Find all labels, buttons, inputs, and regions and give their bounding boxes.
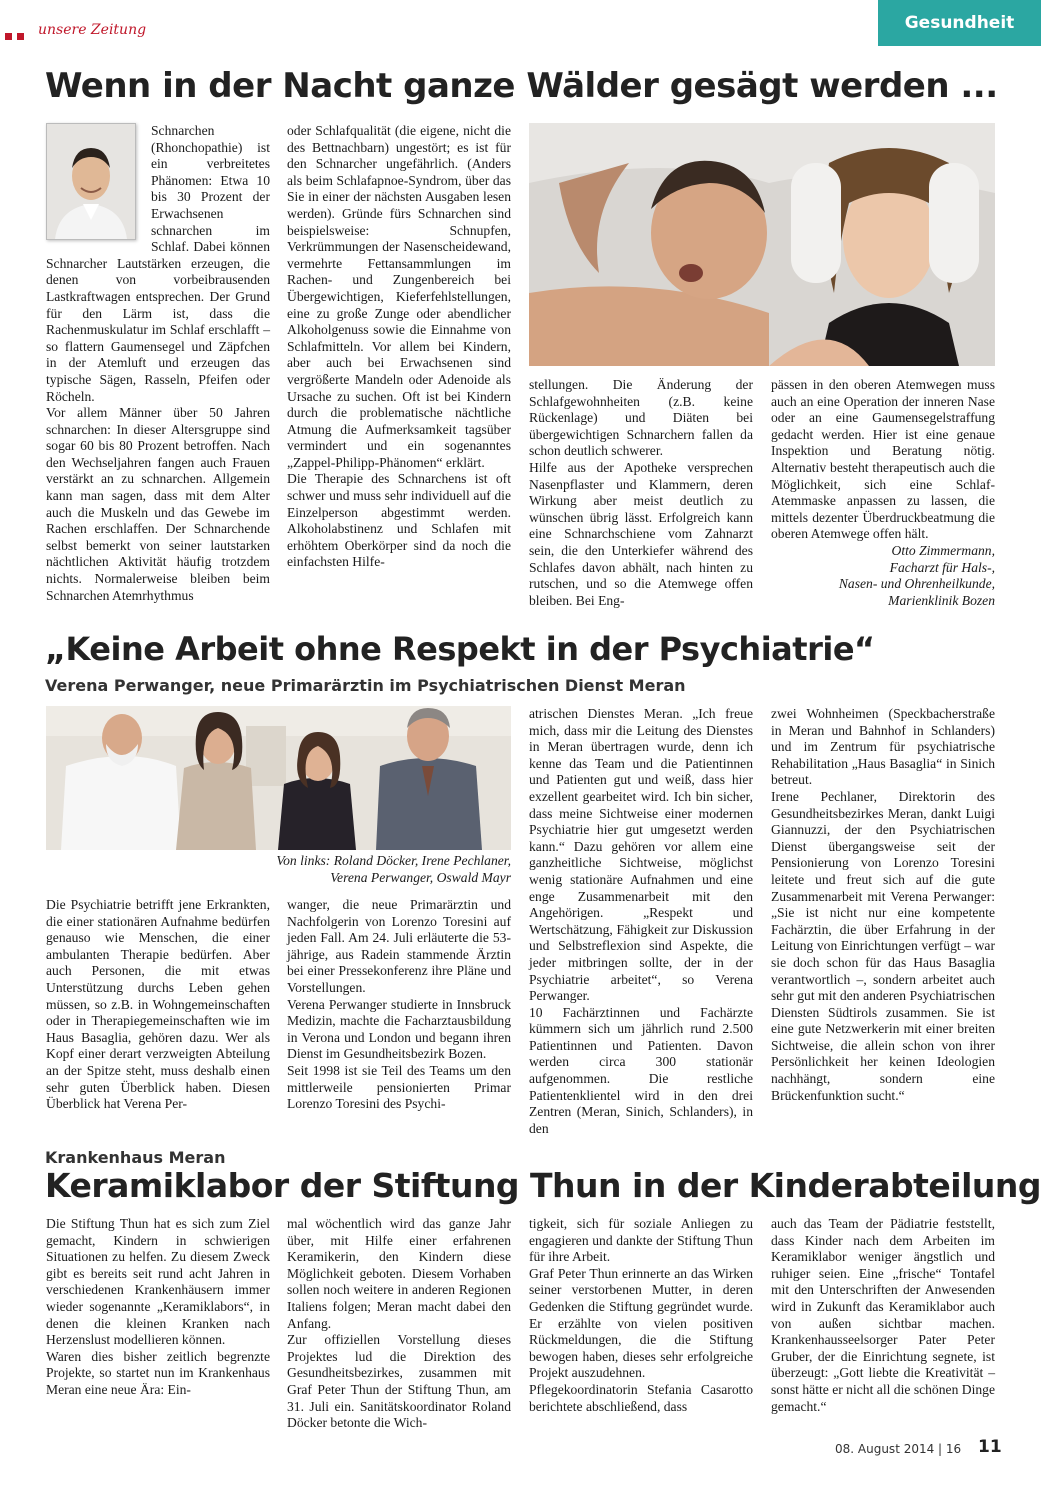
- article2-title: „Keine Arbeit ohne Respekt in der Psychiatrie“: [45, 630, 875, 668]
- article3-kicker: Krankenhaus Meran: [45, 1148, 226, 1167]
- article3-paragraph: Zur offiziellen Vorstellung dieses Projektes lud die Direktion des Gesundheitsbezirkes, zusammen mit Graf Peter Thun der Stiftung Thun, am 31. Juli ein. Sanitätskoordinator Roland Döcker betonte die Wich-: [287, 1332, 511, 1431]
- article2-paragraph: Die Psychiatrie betrifft jene Erkrankten, die einer stationären Aufnahme bedürfen genauso wie Menschen, die einer ambulanten Therapie bedürfen. Aber auch Personen, die mit etwas Unterstützung durchs Leben gehen müssen, so z.B. in Wohngemeinschaften oder in Therapiegemeinschaften wie im Haus Basaglia, gehören dazu. Wer als Kopf einer derart verzweigten Abteilung an der Spitze steht, muss deshalb einen sehr guten Überblick haben. Diesen Überblick hat Verena Per-: [46, 897, 270, 1112]
- article3-paragraph: Graf Peter Thun erinnerte an das Wirken seiner verstorbenen Mutter, in deren Gedenken die Stiftung gegründet wurde. Er erzählte von vielen positiven Rückmeldungen, die die Stiftung bewogen haben, dieses sehr erfolgreiche Projekt auszudehnen.: [529, 1265, 753, 1381]
- article2-paragraph: 10 Fachärztinnen und Fachärzte kümmern sich um jährlich rund 2.500 Patientinnen und Patienten. Davon werden circa 300 stationär aufgenommen. Die restliche Patientenklientel wird in den drei Zentren (Meran, Sinich, Schlanders), in den: [529, 1004, 753, 1136]
- signature-line: Facharzt für Hals-,: [889, 559, 995, 575]
- group-photo: [46, 706, 511, 850]
- photo-caption: [46, 853, 511, 886]
- article3-paragraph: auch das Team der Pädiatrie feststellt, dass Kinder nach dem Arbeiten im Keramiklabor weniger ängstlich und ruhiger seien. Eine „frische“ Tontafel mit den Unterschriften der Anwesenden wird in Zukunft das Keramiklabor auch von außen sichtbar machen. Krankenhausseelsorger Pater Peter Gruber, der die Einrichtung segnete, ist überzeugt: „Gott liebte die Kreativität – sonst hätte er nicht all die schönen Dinge gemacht.“: [771, 1216, 995, 1414]
- article1-column-2: [287, 123, 511, 571]
- article3-column-4: [771, 1216, 995, 1415]
- page-number: 11: [978, 1437, 1002, 1457]
- article2-paragraph: atrischen Dienstes Meran. „Ich freue mich, dass mir die Leitung des Dienstes in Meran übertragen wurde, denn ich kenne das Team und die Patientinnen und Patienten gut und weiß, dass hier exzellent gearbeitet wird. Ich bin sicher, dass meine Sichtweise einer modernen Psychiatrie hier gut umgesetzt werden kann.“ Dazu gehören vor allem eine ganzheitliche Sichtweise, möglichst wenig stationäre Aufnahmen und eine enge Zusammenarbeit mit den Angehörigen. „Respekt und Wertschätzung, Fähigkeit zur Diskussion und Selbstreflexion sind Aspekte, die jeder mitbringen sollte, der in der Psychiatrie arbeitet“, so Verena Perwanger.: [529, 706, 753, 1004]
- issue-date: 08. August 2014 | 16: [835, 1442, 962, 1456]
- article3-paragraph: mal wöchentlich wird das ganze Jahr über, mit Hilfe einer erfahrenen Keramikerin, den Kindern diese Möglichkeit geboten. Diesem Vorhaben sollen noch weitere in anderen Regionen Italiens folgen; Meran macht dabei den Anfang.: [287, 1216, 511, 1331]
- article3-column-1: [46, 1216, 270, 1399]
- article1-paragraph: Schnarchen (Rhonchopathie) ist ein verbreitetes Phänomen: Etwa 10 bis 30 Prozent der Erwachsenen schnarchen im Schlaf. Dabei können Schnarcher Lautstärken erzeugen, die denen von vorbeibrausenden Lastkraftwagen entsprechen. Der Grund für den Lärm ist, dass die Rachenmuskulatur im Schlaf erschlafft – so flattern Gaumensegel und Zäpfchen in der Atemluft und erzeugen das typische Sägen, Rasseln, Pfeifen oder Röcheln.: [46, 123, 270, 404]
- masthead-squares: [0, 27, 24, 45]
- article1-column-1: [46, 123, 270, 604]
- article2-paragraph: Verena Perwanger studierte in Innsbruck Medizin, machte die Facharztausbildung in Verona und London und begann ihren Dienst im Gesundheitsbezirk Bozen.: [287, 996, 511, 1062]
- article2-paragraph: Irene Pechlaner, Direktorin des Gesundheitsbezirkes Meran, dankt Luigi Giannuzzi, der den Psychiatrischen Dienst übergangsweise seit der Pensionierung von Lorenzo Toresini leitete und freut sich auf die gute Zusammenarbeit mit Verena Perwanger: „Sie ist nicht nur eine kompetente Fachärztin, die über Erfahrung in der Leitung von Einrichtungen verfügt – war sie doch schon für das Haus Basaglia verantwortlich –, sondern arbeitet auch sehr gut mit den anderen Psychiatrischen Diensten Südtirols zusammen. Sie ist eine gute Netzwerkerin mit einer breiten Sichtweise, die allein schon von ihrer Persönlichkeit her keinen Ideologien nachhängt, sondern eine Brückenfunktion sucht.“: [771, 788, 995, 1103]
- section-tab: Gesundheit: [878, 0, 1041, 46]
- newspaper-logo: unsere Zeitung: [38, 22, 147, 38]
- article2-paragraph: Seit 1998 ist sie Teil des Teams um den mittlerweile pensionierten Primar Lorenzo Toresini des Psychi-: [287, 1062, 511, 1112]
- article3-paragraph: Waren dies bisher zeitlich begrenzte Projekte, so startet nun im Krankenhaus Meran eine neue Ära: Ein-: [46, 1348, 270, 1397]
- article1-paragraph: stellungen. Die Änderung der Schlafgewohnheiten (z.B. keine Rückenlage) und Diäten bei übergewichtigen Schnarchern fallen da schon deutlich schwerer.: [529, 377, 753, 459]
- article2-column-4: [771, 706, 995, 1104]
- article3-paragraph: Pflegekoordinatorin Stefania Casarotto berichtete abschließend, dass: [529, 1381, 753, 1414]
- article1-paragraph: Vor allem Männer über 50 Jahren schnarchen: In dieser Altersgruppe sind sogar 60 bis 80 Prozent betroffen. Nach den Wechseljahren fangen auch Frauen verstärkt an zu schnarchen. Allgemein kann man sagen, dass mit dem Alter auch die Muskeln und das Gewebe im Rachen erschlaffen. Der Schnarchende selbst bemerkt von seiner lautstarken nächtlichen Aktivität häufig trotzdem nichts. Normalerweise bleiben beim Schnarchen Atemrhythmus: [46, 405, 270, 603]
- article3-paragraph: Die Stiftung Thun hat es sich zum Ziel gemacht, Kindern in schwierigen Situationen zu helfen. Zu diesem Zweck gibt es bereits seit rund acht Jahren in verschiedenen Krankenhäusern immer wieder sogenannte „Keramiklabors“, in denen die kleinen Kranken nach Herzenslust modellieren können.: [46, 1216, 270, 1348]
- article1-column-3: [529, 377, 753, 609]
- signature-line: Otto Zimmermann,: [891, 542, 995, 558]
- article2-column-2: [287, 897, 511, 1113]
- article3-column-2: [287, 1216, 511, 1432]
- article2-column-1: [46, 897, 270, 1113]
- article2-paragraph: wanger, die neue Primarärztin und Nachfolgerin von Lorenzo Toresini auf jeden Fall. Am 24. Juli erläuterte die 53-jährige, aus Radein stammende Ärztin bei einer Pressekonferenz ihre Pläne und Vorstellungen.: [287, 897, 511, 995]
- article3-paragraph: tigkeit, sich für soziale Anliegen zu engagieren und dankte der Stiftung Thun für ihre Arbeit.: [529, 1216, 753, 1265]
- article3-title: Keramiklabor der Stiftung Thun in der Kinderabteilung: [45, 1166, 1041, 1205]
- signature-line: Nasen- und Ohrenheilkunde,: [838, 576, 995, 592]
- article2-column-3: [529, 706, 753, 1137]
- article1-paragraph: Hilfe aus der Apotheke versprechen Nasenpflaster und Klammern, deren Wirkung aber meist deutlich zu wünschen übrig lässt. Erfolgreich kann eine Schnarchschiene vom Zahnarzt sein, die den Unterkiefer während des Schlafes davon abhält, nach hinten zu rutschen, und so die Atemwege offen bleiben. Bei Eng-: [529, 459, 753, 608]
- caption-line: Verena Perwanger, Oswald Mayr: [330, 869, 511, 885]
- article2-subtitle: Verena Perwanger, neue Primarärztin im Psychiatrischen Dienst Meran: [45, 676, 686, 695]
- article1-title: Wenn in der Nacht ganze Wälder gesägt werden ...: [45, 66, 998, 106]
- article2-paragraph: zwei Wohnheimen (Speckbacherstraße in Meran und Bahnhof in Schlanders) und im Zentrum für psychiatrische Rehabilitation „Haus Basaglia“ in Sinich betreut.: [771, 706, 995, 788]
- article1-paragraph: oder Schlafqualität (die eigene, nicht die des Bettnachbarn) ungestört; es ist für den Schnarcher ungefährlich. (Anders als beim Schlafapnoe-Syndrom, über das Sie in einer der nächsten Ausgaben lesen werden). Gründe fürs Schnarchen sind beispielsweise: Schnupfen, Verkrümmungen der Nasenscheidewand, vermehrte Fettansammlungen im Rachen- und Zungenbereich bei Übergewichtigen, Kieferfehlstellungen, eine zu große Zunge oder abendlicher Alkoholgenuss sowie die Einnahme von Schlafmitteln. Vor allem bei Kindern, aber auch bei Erwachsenen sind vergrößerte Mandeln oder Adenoide als Ursache zu suchen. Oft ist bei Kindern durch die problematische nächtliche Atmung die Aufmerksamkeit tagsüber vermindert und ein sogenanntes „Zappel-Philipp-Phänomen“ erklärt.: [287, 123, 511, 470]
- signature-line: Marienklinik Bozen: [888, 592, 995, 608]
- author-signature: [771, 543, 995, 609]
- article3-column-3: [529, 1216, 753, 1415]
- article1-paragraph: pässen in den oberen Atemwegen muss auch an eine Operation der inneren Nase oder an eine Gaumensegelstraffung gedacht werden. Hier ist eine genaue Inspektion und Beratung nötig. Alternativ besteht therapeutisch auch die Möglichkeit, sich eine Schlaf-Atemmaske anpassen zu lassen, die mittels dezenter Überdruckbeatmung die oberen Atemwege offen hält.: [771, 377, 995, 542]
- snoring-couple-photo: [529, 123, 995, 366]
- caption-line: Von links: Roland Döcker, Irene Pechlaner,: [276, 853, 511, 868]
- article1-column-4: [771, 377, 995, 609]
- article1-paragraph: Die Therapie des Schnarchens ist oft schwer und muss sehr individuell auf die Einzelperson abgestimmt werden. Alkoholabstinenz und Schlafen mit erhöhtem Oberkörper sind da noch die einfachsten Hilfe-: [287, 471, 511, 570]
